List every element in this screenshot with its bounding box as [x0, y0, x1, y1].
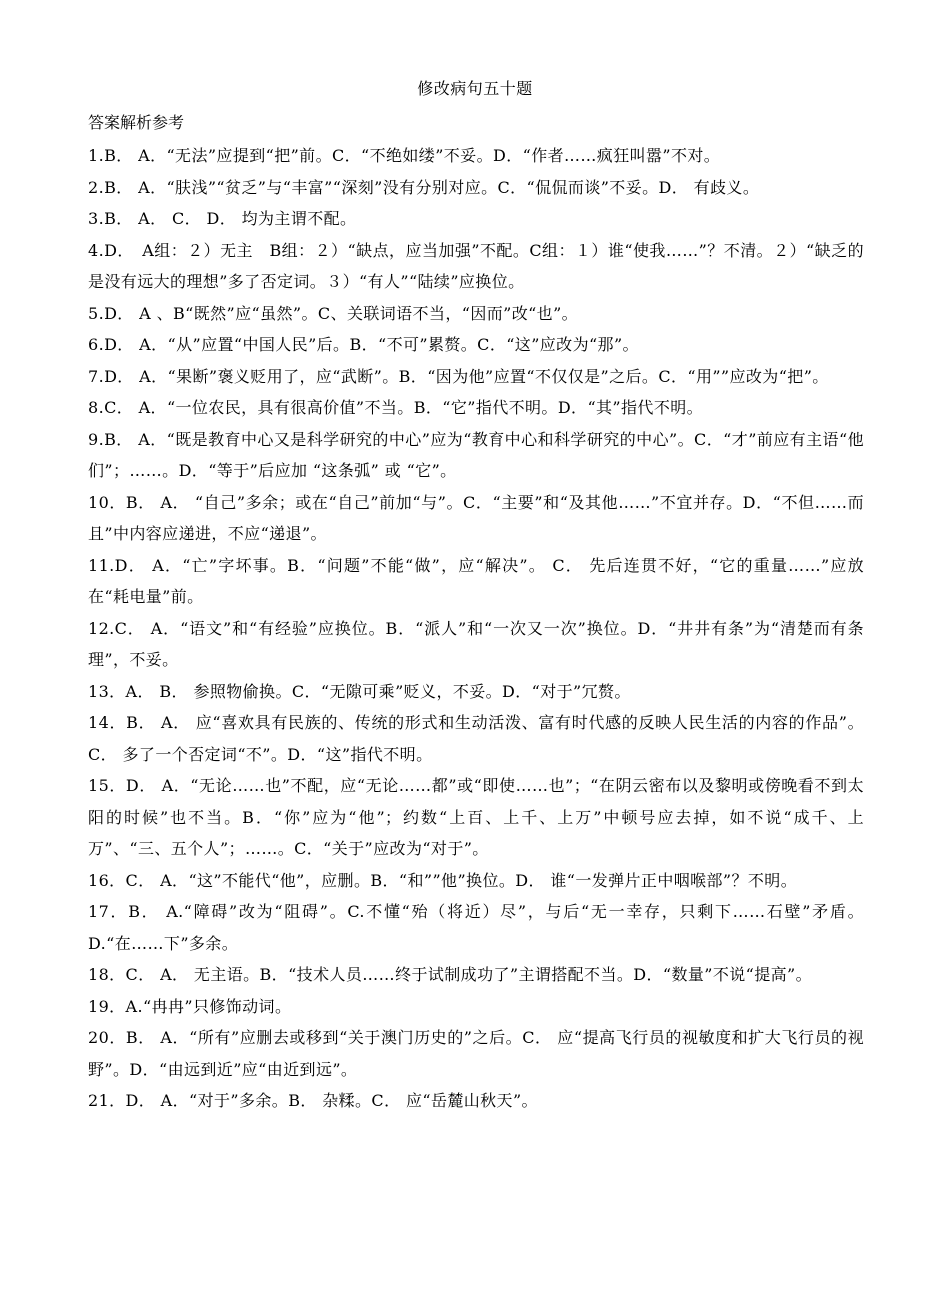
- answer-item: 21．D． A．“对于”多余。B． 杂糅。C． 应“岳麓山秋天”。: [88, 1091, 538, 1110]
- answer-item: 9.B． A．“既是教育中心又是科学研究的中心”应为“教育中心和科学研究的中心”。C．“才”前应有主语“他们”；……。D．“等于”后应加 “这条弧” 或 “它”。: [88, 429, 864, 480]
- answer-item: 8.C． A．“一位农民，具有很高价值”不当。B．“它”指代不明。D．“其”指代不明。: [88, 398, 704, 417]
- answer-item: 16．C． A．“这”不能代“他”，应删。B．“和””他”换位。D． 谁“一发弹片正中咽喉部”？不明。: [88, 870, 798, 890]
- answer-item: 15．D． A．“无论……也”不配，应“无论……都”或“即使……也”；“在阴云密布以及黎明或傍晚看不到太阳的时候”也不当。B．“你”应为“他”；约数“上百、上千、上万”中顿号应去掉，如不说“成千、上万”、“三、五个人”；……。C．“关于”应改为“对于”。: [88, 776, 864, 858]
- answer-item: 7.D． A．“果断”褒义贬用了，应“武断”。B．“因为他”应置“不仅仅是”之后。C．“用””应改为“把”。: [88, 366, 829, 386]
- answer-item: 20．B． A．“所有”应删去或移到“关于澳门历史的”之后。C． 应“提高飞行员的视敏度和扩大飞行员的视野”。D．“由远到近”应“由近到远”。: [88, 1028, 864, 1079]
- answer-item: 2.B． A．“肤浅”“贫乏”与“丰富”“深刻”没有分别对应。C．“侃侃而谈”不妥。D． 有歧义。: [88, 177, 760, 197]
- answer-item: 17．B． A.“障碍”改为“阻碍”。C.不懂“殆（将近）尽”，与后“无一幸存，只剩下……石壁”矛盾。 D.“在……下”多余。: [88, 902, 864, 953]
- document-subtitle: 答案解析参考: [88, 113, 185, 132]
- answer-item: 19．A.“冉冉”只修饰动词。: [88, 996, 292, 1016]
- answer-item: 1.B． A．“无法”应提到“把”前。C．“不绝如缕”不妥。D．“作者……疯狂叫嚣”不对。: [88, 146, 721, 165]
- answer-item: 11.D． A．“亡”字坏事。B．“问题”不能“做”，应“解决”。 C． 先后连贯不好，“它的重量……”应放在“耗电量”前。: [88, 555, 864, 606]
- answer-item: 6.D． A．“从”应置“中国人民”后。B．“不可”累赘。C．“这”应改为“那”。: [88, 335, 639, 354]
- answer-item: 4.D． A组：２）无主 B组：２）“缺点，应当加强”不配。C组：１）谁“使我……”？不清。２）“缺乏的是没有远大的理想”多了否定词。３）“有人”“陆续”应换位。: [88, 240, 864, 291]
- document-title: 修改病句五十题: [417, 79, 533, 98]
- answer-item: 13．A． B． 参照物偷换。C．“无隙可乘”贬义，不妥。D．“对于”冗赘。: [88, 681, 631, 701]
- answer-list: [88, 140, 864, 1117]
- answer-item: 3.B． A． C． D． 均为主谓不配。: [88, 209, 357, 228]
- answer-item: 18．C． A． 无主语。B．“技术人员……终于试制成功了”主谓搭配不当。D．“数量”不说“提高”。: [88, 965, 812, 984]
- answer-item: 5.D． A 、B“既然”应“虽然”。C、关联词语不当，“因而”改“也”。: [88, 303, 579, 323]
- answer-item: 10．B． A． “自己”多余；或在“自己”前加“与”。C．“主要”和“及其他……”不宜并存。D．“不但……而且”中内容应递进，不应“递退”。: [88, 492, 864, 543]
- answer-item: 14．B． A． 应“喜欢具有民族的、传统的形式和生动活泼、富有时代感的反映人民生活的内容的作品”。C． 多了一个否定词“不”。D．“这”指代不明。: [88, 713, 864, 764]
- answer-item: 12.C． A．“语文”和“有经验”应换位。B．“派人”和“一次又一次”换位。D．“井井有条”为“清楚而有条理”，不妥。: [88, 618, 864, 669]
